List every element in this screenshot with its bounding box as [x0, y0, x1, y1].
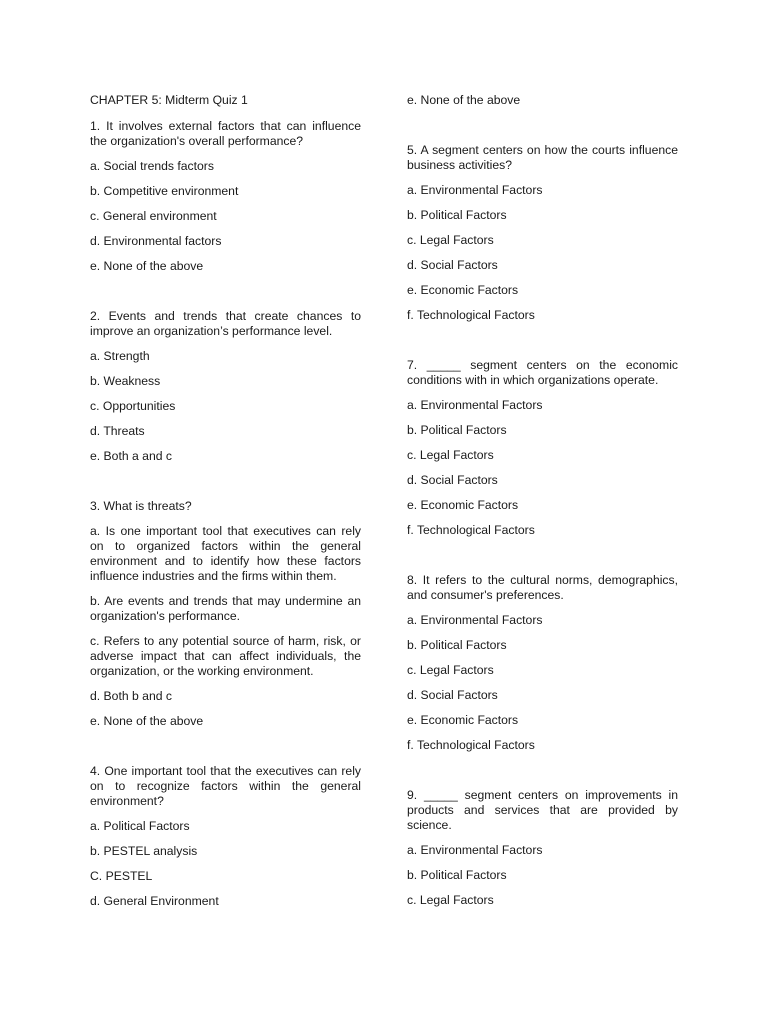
spacer	[407, 763, 678, 788]
answer-option: e. None of the above	[90, 259, 204, 273]
answer-option: e. Economic Factors	[407, 283, 519, 297]
answer-option: c. Legal Factors	[407, 233, 494, 247]
answer-option: d. General Environment	[90, 894, 219, 908]
spacer	[90, 284, 361, 309]
answer-option: e. Both a and c	[90, 449, 172, 463]
answer-option: b. Are events and trends that may undermine an organization's performance.	[90, 594, 361, 623]
question-block-3	[90, 499, 361, 729]
answer-option: c. Opportunities	[90, 399, 176, 413]
answer-option: a. Is one important tool that executives can rely on to organized factors within the general environment and to identify how these factors influence industries and the firms within them.	[90, 524, 361, 583]
answer-option: d. Social Factors	[407, 258, 498, 272]
question-text: 2. Events and trends that create chances to improve an organization’s performance level.	[90, 309, 361, 338]
spacer	[90, 474, 361, 499]
answer-option: d. Both b and c	[90, 689, 172, 703]
question-text: 3. What is threats?	[90, 499, 192, 513]
answer-option: c. Legal Factors	[407, 663, 494, 677]
answer-option: a. Environmental Factors	[407, 183, 543, 197]
question-text: 5. A segment centers on how the courts influence business activities?	[407, 143, 678, 172]
answer-option: f. Technological Factors	[407, 738, 535, 752]
answer-option: b. Political Factors	[407, 208, 507, 222]
document-title: CHAPTER 5: Midterm Quiz 1	[90, 93, 248, 107]
answer-option: d. Social Factors	[407, 473, 498, 487]
answer-option: a. Political Factors	[90, 819, 190, 833]
question-text: 4. One important tool that the executives can rely on to recognize factors within the general environment?	[90, 764, 361, 808]
answer-option: d. Social Factors	[407, 688, 498, 702]
answer-option: e. Economic Factors	[407, 713, 519, 727]
spacer	[407, 333, 678, 358]
answer-option: c. Refers to any potential source of harm, risk, or adverse impact that can affect individuals, the organization, or the working environment.	[90, 634, 361, 678]
answer-option: a. Strength	[90, 349, 150, 363]
question-text: 9. _____ segment centers on improvements in products and services that are provided by science.	[407, 788, 678, 832]
question-text: 8. It refers to the cultural norms, demographics, and consumer's preferences.	[407, 573, 678, 602]
answer-option: a. Environmental Factors	[407, 613, 543, 627]
answer-option: d. Environmental factors	[90, 234, 222, 248]
question-block-4	[90, 764, 361, 909]
answer-option: f. Technological Factors	[407, 308, 535, 322]
answer-option: a. Environmental Factors	[407, 398, 543, 412]
answer-option: f. Technological Factors	[407, 523, 535, 537]
answer-option: C. PESTEL	[90, 869, 153, 883]
question-block-8	[407, 573, 678, 753]
question-block-7	[407, 358, 678, 538]
answer-option: b. Political Factors	[407, 868, 507, 882]
question-block-9	[407, 788, 678, 908]
spacer	[90, 739, 361, 764]
answer-option: c. Legal Factors	[407, 893, 494, 907]
answer-option: d. Threats	[90, 424, 145, 438]
answer-option: b. Weakness	[90, 374, 161, 388]
answer-option: e. None of the above	[407, 93, 521, 107]
question-block-2	[90, 309, 361, 464]
answer-option: c. Legal Factors	[407, 448, 494, 462]
answer-option: e. Economic Factors	[407, 498, 519, 512]
question-text: 1. It involves external factors that can influence the organization's overall performance?	[90, 119, 361, 148]
answer-option: a. Social trends factors	[90, 159, 214, 173]
question-block-1	[90, 119, 361, 274]
right-column	[407, 93, 678, 918]
left-column	[90, 93, 361, 919]
answer-option: b. Competitive environment	[90, 184, 239, 198]
answer-option: b. Political Factors	[407, 638, 507, 652]
answer-option: e. None of the above	[90, 714, 204, 728]
spacer	[407, 548, 678, 573]
answer-option: b. PESTEL analysis	[90, 844, 198, 858]
spacer	[407, 118, 678, 143]
question-block-5	[407, 143, 678, 323]
answer-option: b. Political Factors	[407, 423, 507, 437]
answer-option: a. Environmental Factors	[407, 843, 543, 857]
answer-option: c. General environment	[90, 209, 217, 223]
question-text: 7. _____ segment centers on the economic conditions with in which organizations operate.	[407, 358, 678, 387]
